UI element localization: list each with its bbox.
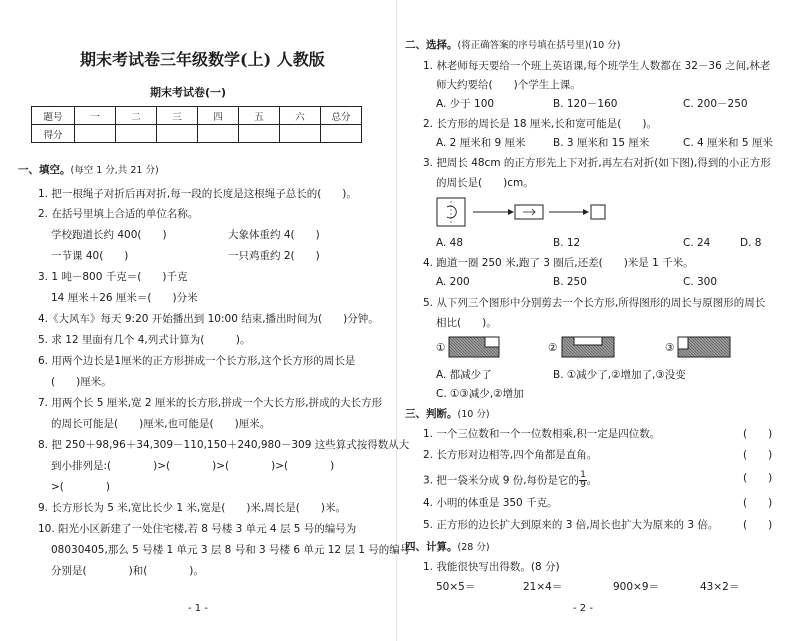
question-line: 10. 阳光小区新建了一处住宅楼,若 8 号楼 3 单元 4 层 5 号的编号为: [38, 523, 357, 535]
question-line: 一只鸡重约 2( ): [228, 250, 320, 262]
fold-arrow-icon: [447, 206, 456, 218]
score-header-cell: 题号: [32, 107, 75, 125]
question-line: 的周长可能是( )厘米,也可能是( )厘米。: [51, 418, 271, 430]
option-b: B. 250: [553, 276, 587, 288]
score-header-cell: 总分: [321, 107, 362, 125]
score-row-label: 得分: [32, 125, 75, 143]
fraction-denominator: 9: [580, 480, 586, 490]
option-a: A. 48: [436, 237, 464, 249]
score-table-score-row: [32, 125, 362, 143]
exam-subtitle: 期末考试卷(一): [150, 86, 227, 99]
option-a: A. 少于 100: [436, 98, 495, 110]
score-header-cell: 四: [198, 107, 239, 125]
fold-arrow-icon: [523, 209, 535, 215]
section-calc-heading: [405, 540, 490, 555]
option-a: A. 200: [436, 276, 470, 288]
calc-item: 21×4＝: [523, 581, 563, 593]
section-title: 一、填空。: [18, 164, 71, 176]
calc-item: 43×2＝: [700, 581, 740, 593]
folding-diagram: [435, 196, 615, 232]
score-header-cell: 三: [157, 107, 198, 125]
section-choice-heading: [405, 38, 620, 53]
judge-answer-paren[interactable]: ( ): [743, 519, 773, 531]
question-line: 学校跑道长约 400( ): [51, 229, 167, 241]
calc-item: 900×9＝: [613, 581, 660, 593]
judge-answer-paren[interactable]: ( ): [743, 497, 773, 509]
option-b: B. 3 厘米和 15 厘米: [553, 137, 650, 149]
right-page: [397, 0, 794, 641]
question-line: 9. 长方形长为 5 米,宽比长少 1 米,宽是( )米,周长是( )米。: [38, 502, 346, 514]
score-header-cell: 五: [239, 107, 280, 125]
question-line: 一节课 40( ): [51, 250, 129, 262]
shape-label: ①: [436, 342, 446, 354]
question-line: 5. 从下列三个图形中分别剪去一个长方形,所得图形的周长与原图形的周长: [423, 297, 766, 309]
score-input-cell[interactable]: [75, 125, 116, 143]
question-line: 7. 用两个长 5 厘米,宽 2 厘米的长方形,拼成一个大长方形,拼成的大长方形: [38, 397, 383, 409]
option-c: C. 300: [683, 276, 718, 288]
judge-answer-paren[interactable]: ( ): [743, 428, 773, 440]
shape-label: ②: [548, 342, 558, 354]
score-input-cell[interactable]: [157, 125, 198, 143]
section-note: (28 分): [457, 542, 490, 553]
score-table-header-row: [32, 107, 362, 125]
question-line: 大象体重约 4( ): [228, 229, 320, 241]
shape-1-diagram: [447, 335, 507, 359]
question-line: 1. 林老师每天要给一个班上英语课,每个班学生人数都在 32－36 之间,林老: [423, 60, 771, 72]
question-line: 5. 求 12 里面有几个 4,列式计算为( )。: [38, 334, 251, 346]
question-line: 1. 我能很快写出得数。(8 分): [423, 561, 560, 573]
option-b: B. ①减少了,②增加了,③没变: [553, 369, 686, 381]
judge-answer-paren[interactable]: ( ): [743, 449, 773, 461]
question-line: 3. 把周长 48cm 的正方形先上下对折,再左右对折(如下图),得到的小正方形: [423, 157, 771, 169]
judge-statement-3: 3. 把一袋米分成 9 份,每份是它的 $\frac{1}{9}$ 。: [423, 470, 598, 490]
small-square-outline: [591, 205, 605, 219]
question-line: 到小排列是:( )>( )>( )>( ): [51, 460, 335, 472]
section-title: 二、选择。: [405, 39, 458, 51]
section-title: 四、计算。: [405, 541, 458, 553]
option-b: B. 12: [553, 237, 581, 249]
question-line: 4.《大风车》每天 9:20 开始播出到 10:00 结束,播出时间为( )分钟。: [38, 313, 379, 325]
score-header-cell: 六: [280, 107, 321, 125]
arrow-head-icon: [508, 209, 514, 215]
fraction: [579, 471, 587, 490]
question-line: 师大约要给( )个学生上课。: [436, 79, 581, 91]
exam-title: 期末考试卷三年级数学(上) 人教版: [80, 50, 325, 69]
question-line: 3. 1 吨－800 千克＝( )千克: [38, 271, 188, 283]
question-line: 4. 跑道一圈 250 米,跑了 3 圈后,还差( )米是 1 千米。: [423, 257, 694, 269]
judge-statement: 4. 小明的体重是 350 千克。: [423, 497, 558, 509]
option-d: D. 8: [740, 237, 762, 249]
score-input-cell[interactable]: [280, 125, 321, 143]
fraction-numerator: 1: [580, 470, 586, 480]
score-header-cell: 一: [75, 107, 116, 125]
question-line: 的周长是( )cm。: [436, 177, 534, 189]
shape-3-diagram: [676, 335, 736, 359]
judge-statement: 1. 一个三位数和一个一位数相乘,积一定是四位数。: [423, 428, 661, 440]
score-input-cell[interactable]: [198, 125, 239, 143]
question-line: 相比( )。: [436, 317, 497, 329]
question-line: 14 厘米＋26 厘米＝( )分米: [51, 292, 198, 304]
option-a: A. 都减少了: [436, 369, 492, 381]
cut-out-corner: [485, 337, 499, 347]
section-fill-blank-heading: [18, 163, 159, 178]
option-c: C. 4 厘米和 5 厘米: [683, 137, 773, 149]
page-number: - 1 -: [188, 603, 208, 614]
section-note: (将正确答案的序号填在括号里)(10 分): [457, 40, 621, 51]
calc-item: 50×5＝: [436, 581, 476, 593]
option-a: A. 2 厘米和 9 厘米: [436, 137, 526, 149]
question-line: ( )厘米。: [51, 376, 112, 388]
option-c: C. 200－250: [683, 98, 748, 110]
page-number: - 2 -: [573, 603, 593, 614]
option-b: B. 120－160: [553, 98, 618, 110]
shape-label: ③: [665, 342, 675, 354]
cut-out-corner: [678, 337, 688, 349]
question-line: 2. 长方形的周长是 18 厘米,长和宽可能是( )。: [423, 118, 657, 130]
question-line: 8. 把 250＋98,96＋34,309－110,150＋240,980－309 这些算式按得数从大: [38, 439, 410, 451]
question-line: >( ): [51, 481, 110, 493]
question-line: 2. 在括号里填上合适的单位名称。: [38, 208, 199, 220]
question-line: 1. 把一根绳子对折后再对折,每一段的长度是这根绳子总长的( )。: [38, 188, 357, 200]
judge-statement: 2. 长方形对边相等,四个角都是直角。: [423, 449, 598, 461]
score-table: [31, 106, 362, 143]
shape-2-diagram: [560, 335, 620, 359]
cut-out-notch: [574, 337, 602, 345]
score-input-cell[interactable]: [239, 125, 280, 143]
score-input-cell[interactable]: [321, 125, 362, 143]
arrow-head-icon: [583, 209, 589, 215]
section-note: (10 分): [457, 409, 490, 420]
question-line: 6. 用两个边长是1厘米的正方形拼成一个长方形,这个长方形的周长是: [38, 355, 356, 367]
question-line: 08030405,那么 5 号楼 1 单元 3 层 8 号和 3 号楼 6 单元 12 层 1 号的编号: [51, 544, 411, 556]
judge-statement-text: 3. 把一袋米分成 9 份,每份是它的: [423, 474, 580, 487]
option-c: C. ①③减少,②增加: [436, 388, 524, 400]
section-judge-heading: [405, 407, 490, 422]
option-c: C. 24: [683, 237, 711, 249]
score-header-cell: 二: [116, 107, 157, 125]
section-note: (每空 1 分,共 21 分): [70, 165, 159, 176]
score-input-cell[interactable]: [116, 125, 157, 143]
judge-answer-paren[interactable]: ( ): [743, 472, 773, 484]
question-line: 分别是( )和( )。: [51, 565, 204, 577]
section-title: 三、判断。: [405, 408, 458, 420]
judge-statement: 5. 正方形的边长扩大到原来的 3 倍,周长也扩大为原来的 3 倍。: [423, 519, 719, 531]
